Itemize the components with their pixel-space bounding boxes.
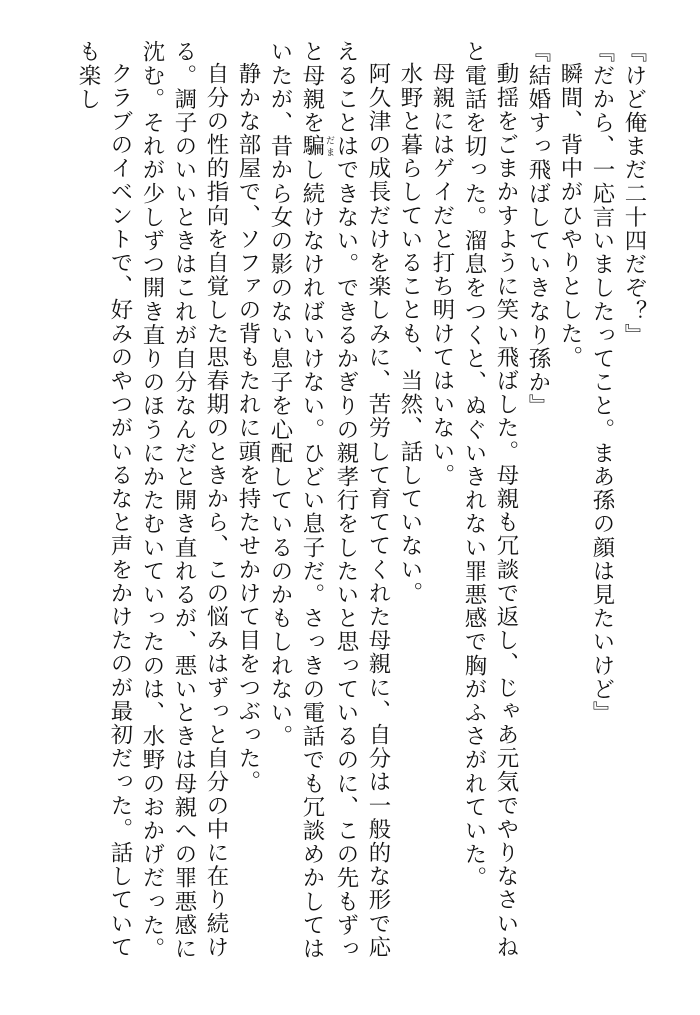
narration-paragraph: 動揺をごまかすように笑い飛ばした。母親も冗談で返し、じゃあ元気でやりなさいねと電話を切った。溜息をつくと、ぬぐいきれない罪悪感で胸がふさがれていた。 [461,40,519,960]
narration-paragraph: 瞬間、背中がひやりとした。 [557,62,583,370]
dialogue-line: 『結婚すっ飛ばしていきなり孫か』 [525,40,551,418]
dialogue-line: 『けど俺まだ二十四だぞ？』 [621,40,647,347]
paragraph-text-after-ruby: し続けなければいけない。ひどい息子だ。さっきの電話でも冗談めかしてはいたが、昔から女の影のない息子を心配しているのかもしれない。 [267,40,325,961]
ruby-annotation [299,134,334,159]
narration-paragraph: クラブのイベントで、好みのやつがいるなと声をかけたのが最初だった。話していても楽し [75,40,133,960]
narration-paragraph-with-ruby [264,40,394,975]
vertical-text-body [72,40,650,975]
ruby-base: 騙 [299,134,325,159]
narration-paragraph: 静かな部屋で、ソファの背もたれに頭を持たせかけて目をつぶった。 [235,62,261,794]
dialogue-line: 『だから、一応言いましたってこと。まあ孫の顔は見たいけど』 [589,40,615,725]
ruby-reading: だま [324,134,334,158]
narration-paragraph: 自分の性的指向を自覚した思春期のときから、この悩みはずっと自分の中に在り続ける。調子のいいときはこれが自分なんだと開き直れるが、悪いときは母親への罪悪感に沈む。それが少しずつ開き直りのほうにかたむいていったのは、水野のおかげだった。 [139,40,229,961]
narration-paragraph: 水野と暮らしていることも、当然、話していない。 [397,62,423,606]
paragraph-text-before-ruby: 阿久津の成長だけを楽しみに、苦労して育ててくれた母親に、自分は一般的な形で応えることはできない。できるかぎりの親孝行をしたいと思っているのに、この先もずっと母親を [299,40,391,961]
narration-paragraph: 母親にはゲイだと打ち明けてはいない。 [429,62,455,488]
